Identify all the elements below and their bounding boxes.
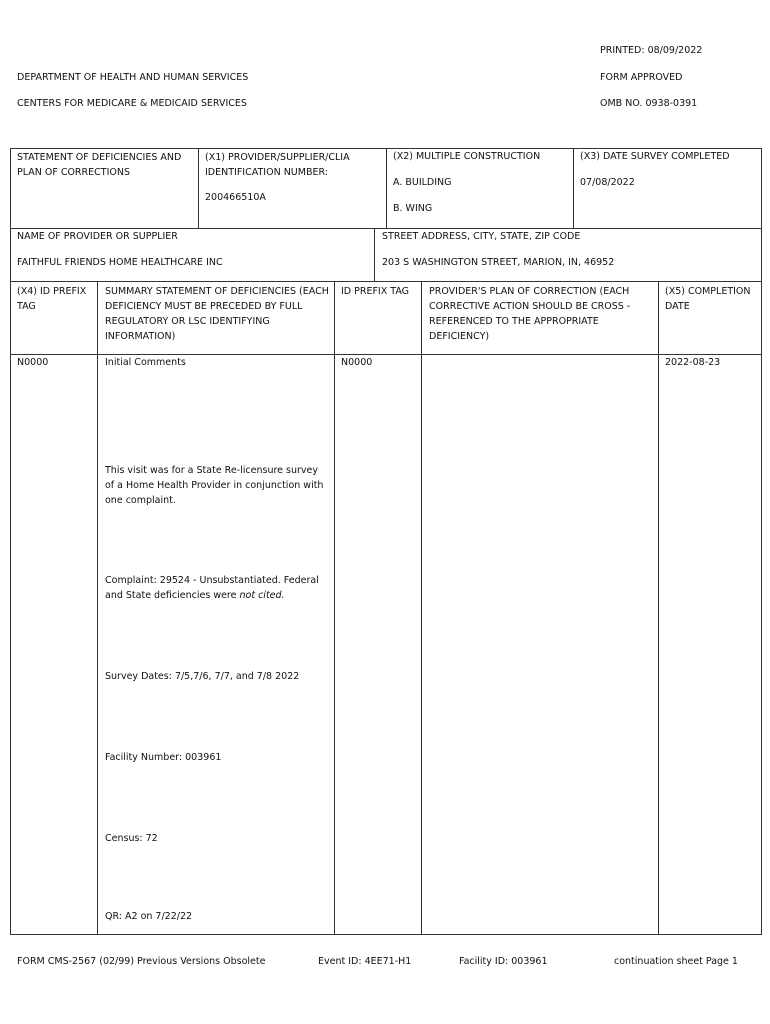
footer-form: FORM CMS-2567 (02/99) Previous Versions Obsolete	[17, 956, 266, 967]
provider-name-label: NAME OF PROVIDER OR SUPPLIER	[17, 231, 178, 242]
facility-number: Facility Number: 003961	[105, 752, 222, 763]
footer-event-id: Event ID: 4EE71-H1	[318, 956, 412, 967]
complaint-text: Complaint: 29524 - Unsubstantiated. Federal and State deficiencies were	[105, 575, 319, 601]
qr-note: QR: A2 on 7/22/22	[105, 911, 193, 922]
row-completion-date: 2022-08-23	[665, 357, 721, 368]
x2-wing: B. WING	[393, 203, 433, 214]
col-plan-header: PROVIDER'S PLAN OF CORRECTION (EACH CORRECTIVE ACTION SHOULD BE CROSS - REFERENCED TO THE APPROPRIATE DEFICIENCY)	[429, 286, 631, 342]
survey-dates: Survey Dates: 7/5,7/6, 7/7, and 7/8 2022	[105, 671, 300, 682]
complaint-statement	[105, 573, 327, 603]
centers-title: CENTERS FOR MEDICARE & MEDICAID SERVICES	[17, 98, 247, 109]
statement-label: STATEMENT OF DEFICIENCIES AND PLAN OF CORRECTIONS	[17, 152, 182, 178]
col-id-prefix-header: ID PREFIX TAG	[341, 286, 410, 297]
col-x4-header: (X4) ID PREFIX TAG	[17, 286, 87, 312]
address-value: 203 S WASHINGTON STREET, MARION, IN, 46952	[382, 257, 615, 268]
omb-number: OMB NO. 0938-0391	[600, 98, 698, 109]
x3-label: (X3) DATE SURVEY COMPLETED	[580, 151, 730, 162]
provider-name: FAITHFUL FRIENDS HOME HEALTHCARE INC	[17, 257, 223, 268]
row-title: Initial Comments	[105, 357, 186, 368]
row-tag: N0000	[17, 357, 49, 368]
address-label: STREET ADDRESS, CITY, STATE, ZIP CODE	[382, 231, 581, 242]
visit-description: This visit was for a State Re-licensure survey of a Home Health Provider in conjunction with one complaint.	[105, 465, 324, 506]
not-cited-text: not cited.	[239, 590, 285, 601]
footer-page: continuation sheet Page 1	[614, 956, 738, 967]
footer-facility-id: Facility ID: 003961	[459, 956, 548, 967]
x3-value: 07/08/2022	[580, 177, 635, 188]
x2-label: (X2) MULTIPLE CONSTRUCTION	[393, 151, 541, 162]
x1-value: 200466510A	[205, 192, 266, 203]
census: Census: 72	[105, 833, 158, 844]
form-approved: FORM APPROVED	[600, 72, 683, 83]
x1-label: (X1) PROVIDER/SUPPLIER/CLIA IDENTIFICATION NUMBER:	[205, 152, 350, 178]
col-x5-header: (X5) COMPLETION DATE	[665, 286, 751, 312]
col-summary-header: SUMMARY STATEMENT OF DEFICIENCIES (EACH DEFICIENCY MUST BE PRECEDED BY FULL REGULATORY OR LSC IDENTIFYING INFORMATION)	[105, 286, 329, 342]
row-id-tag: N0000	[341, 357, 373, 368]
printed-date: PRINTED: 08/09/2022	[600, 45, 703, 56]
x2-building: A. BUILDING	[393, 177, 452, 188]
department-title: DEPARTMENT OF HEALTH AND HUMAN SERVICES	[17, 72, 249, 83]
